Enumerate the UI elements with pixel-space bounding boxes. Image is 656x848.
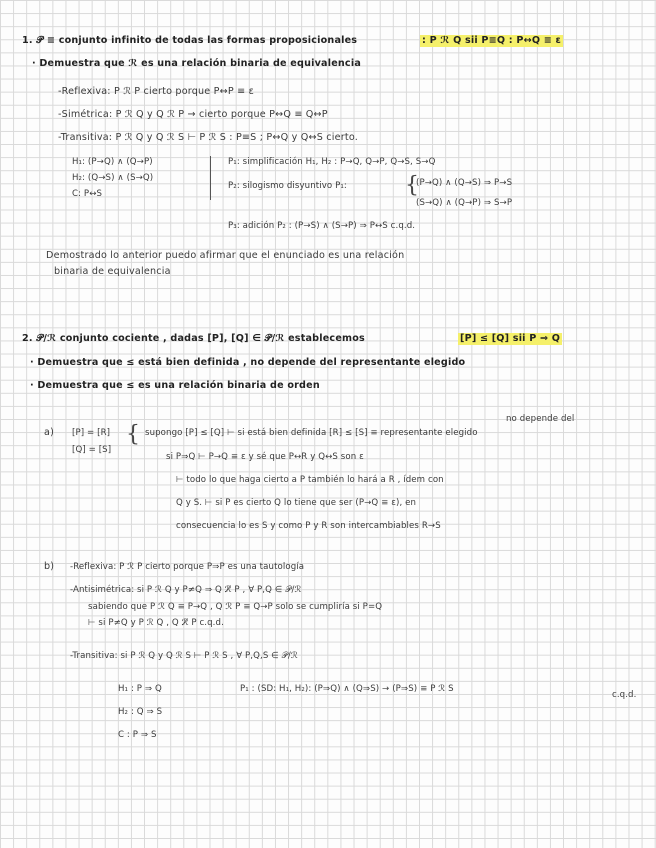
s2-definition: [P] ≤ [Q] sii P ⇒ Q: [460, 333, 561, 344]
s2-b-label: b): [44, 561, 55, 572]
s1-step-2-line-a: (P→Q) ∧ (Q→S) ⇒ P→S: [416, 178, 513, 188]
s2-task-1: · Demuestra que ≤ está bien definida , no depende del representante elegido: [30, 357, 466, 368]
s2-cqd: c.q.d.: [612, 690, 637, 700]
s2-title: 2. 𝒫/ℛ conjunto cociente , dadas [P], [Q] ∈ 𝒫/ℛ establecemos: [22, 333, 365, 344]
s1-conclusion: C: P↔S: [72, 189, 103, 199]
s2-a-brace: {: [126, 422, 140, 447]
s1-step-2-line-b: (S→Q) ∧ (Q→P) ⇒ S→P: [416, 198, 513, 208]
s1-step-2: P₂: silogismo disyuntivo P₁:: [228, 181, 347, 191]
s1-conclusion-line-1: Demostrado lo anterior puedo afirmar que el enunciado es una relación: [46, 250, 405, 261]
s1-title: 1. 𝒫 ≡ conjunto infinito de todas las formas proposicionales: [22, 35, 358, 46]
s1-separator: [210, 156, 211, 200]
s1-step-1: P₁: simplificación H₁, H₂ : P→Q, Q→P, Q→S, S→Q: [228, 157, 436, 167]
s1-step-2-brace: {: [405, 173, 419, 198]
s2-a-equation-1: [P] = [R]: [72, 428, 111, 438]
s2-a-line-1: supongo [P] ≤ [Q] ⊢ si está bien definida [R] ≤ [S] ≡ representante elegido: [145, 428, 478, 438]
s2-task-2: · Demuestra que ≤ es una relación binaria de orden: [30, 380, 320, 391]
s2-hypothesis-2: H₂ : Q ⇒ S: [118, 707, 163, 717]
s2-b-antisimetrica-line-2: sabiendo que P ℛ Q ≡ P→Q , Q ℛ P ≡ Q→P solo se cumpliría si P=Q: [88, 602, 383, 612]
s2-b-reflexiva: -Reflexiva: P ℛ P cierto porque P⇒P es una tautología: [70, 562, 305, 572]
s1-hypothesis-2: H₂: (Q→S) ∧ (S→Q): [72, 173, 154, 183]
s2-b-transitiva: -Transitiva: si P ℛ Q y Q ℛ S ⊢ P ℛ S , ∀ P,Q,S ∈ 𝒫/ℛ: [70, 651, 298, 661]
s2-a-equation-2: [Q] = [S]: [72, 445, 112, 455]
s1-simetrica: -Simétrica: P ℛ Q y Q ℛ P → cierto porque P↔Q ≡ Q↔P: [58, 109, 328, 120]
s2-a-line-3: ⊢ todo lo que haga cierto a P también lo hará a R , ídem con: [176, 475, 444, 485]
s2-hypothesis-1: H₁ : P ⇒ Q: [118, 684, 162, 694]
s1-step-3: P₃: adición P₂ : (P→S) ∧ (S→P) ⇒ P↔S c.q.d.: [228, 221, 416, 231]
s2-a-line-5: consecuencia lo es S y como P y R son intercambiables R→S: [176, 521, 441, 531]
s2-a-line-4: Q y S. ⊢ si P es cierto Q lo tiene que ser (P→Q ≡ ε), en: [176, 498, 417, 508]
s1-reflexiva: -Reflexiva: P ℛ P cierto porque P↔P ≡ ε: [58, 86, 254, 97]
s2-step-1: P₁ : (SD: H₁, H₂): (P⇒Q) ∧ (Q⇒S) → (P⇒S) ≡ P ℛ S: [240, 684, 454, 694]
s2-conclusion: C : P ⇒ S: [118, 730, 157, 740]
s2-a-line-2: si P⇒Q ⊢ P→Q ≡ ε y sé que P↔R y Q↔S son ε: [166, 452, 364, 462]
s1-conclusion-line-2: binaria de equivalencia: [54, 266, 171, 277]
s2-b-antisimetrica-line-3: ⊢ si P≠Q y P ℛ Q , Q ℛ̸ P c.q.d.: [88, 618, 224, 628]
s1-task: · Demuestra que ℛ es una relación binaria de equivalencia: [32, 58, 361, 69]
s2-a-label: a): [44, 427, 55, 438]
s2-b-antisimetrica: -Antisimétrica: si P ℛ Q y P≠Q ⇒ Q ℛ̸ P , ∀ P,Q ∈ 𝒫/ℛ: [70, 585, 302, 595]
s1-hypothesis-1: H₁: (P→Q) ∧ (Q→P): [72, 157, 153, 167]
s1-transitiva: -Transitiva: P ℛ Q y Q ℛ S ⊢ P ℛ S : P≡S ; P↔Q y Q↔S cierto.: [58, 132, 358, 143]
s1-definition: : P ℛ Q sii P≡Q : P↔Q ≡ ε: [422, 35, 562, 46]
s2-a-note: no depende del: [506, 414, 575, 424]
